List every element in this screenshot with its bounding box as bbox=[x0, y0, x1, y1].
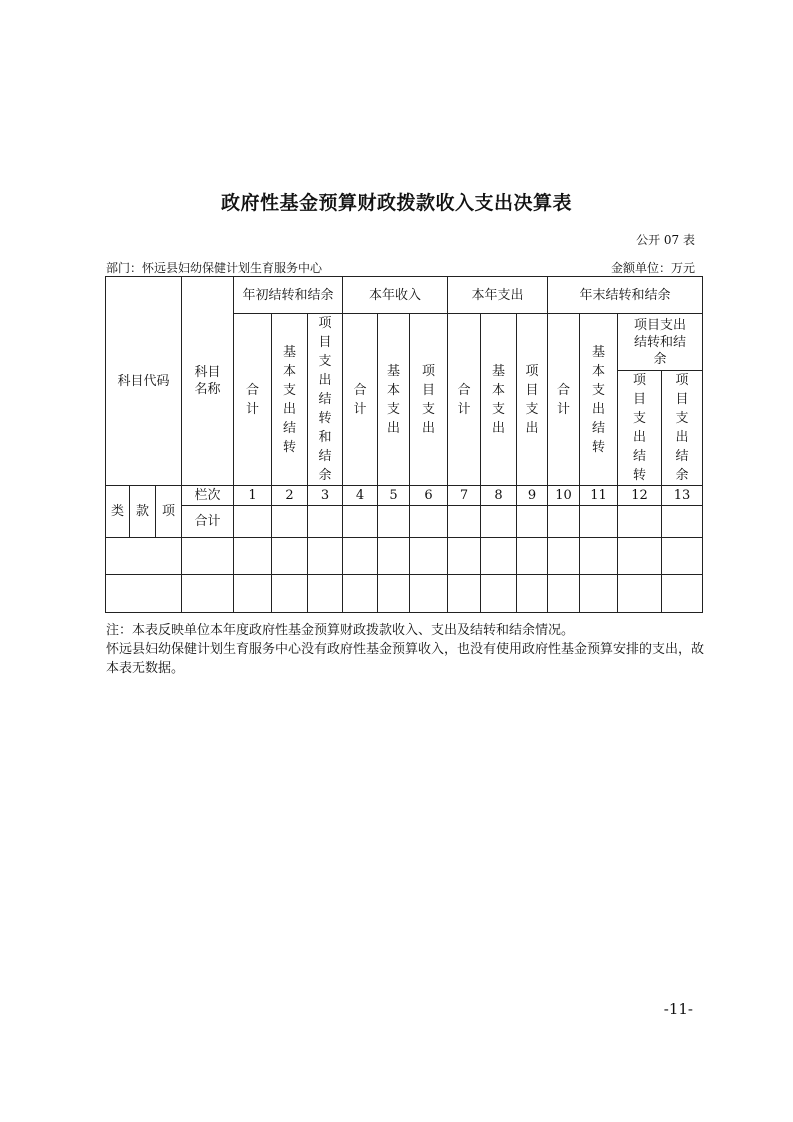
note-line: 注：本表反映单位本年度政府性基金预算财政拨款收入、支出及结转和结余情况。 bbox=[106, 623, 575, 638]
header-closing-project-carryover-balance: 项目支出结转和结余 bbox=[618, 314, 703, 371]
header-kuan: 款 bbox=[130, 486, 156, 538]
column-number: 8 bbox=[481, 486, 517, 506]
header-opening-basic-carryover: 基本支出结转 bbox=[272, 314, 308, 486]
table-cell bbox=[548, 538, 580, 575]
table-cell bbox=[481, 575, 517, 613]
header-income: 本年收入 bbox=[343, 277, 448, 314]
table-cell bbox=[548, 575, 580, 613]
table-cell bbox=[618, 538, 662, 575]
header-closing-project-balance: 项目支出结余 bbox=[662, 371, 703, 486]
table-cell bbox=[410, 538, 448, 575]
column-number: 10 bbox=[548, 486, 580, 506]
header-closing-project-carryover: 项目支出结转 bbox=[618, 371, 662, 486]
table-cell bbox=[308, 506, 343, 538]
form-number: 公开 07 表 bbox=[636, 233, 695, 247]
header-income-basic: 基本支出 bbox=[378, 314, 410, 486]
header-opening-total: 合计 bbox=[234, 314, 272, 486]
column-number: 11 bbox=[580, 486, 618, 506]
table-cell bbox=[580, 506, 618, 538]
table-cell bbox=[343, 538, 378, 575]
header-expense-basic: 基本支出 bbox=[481, 314, 517, 486]
table-cell bbox=[234, 538, 272, 575]
table-cell bbox=[308, 575, 343, 613]
notes bbox=[106, 621, 706, 678]
amount-unit-label: 金额单位：万元 bbox=[610, 261, 695, 275]
header-income-total: 合计 bbox=[343, 314, 378, 486]
table-cell bbox=[182, 538, 234, 575]
column-number: 12 bbox=[618, 486, 662, 506]
table-cell bbox=[343, 506, 378, 538]
budget-table bbox=[105, 276, 703, 613]
table-cell bbox=[618, 575, 662, 613]
header-opening-balance: 年初结转和结余 bbox=[234, 277, 343, 314]
table-cell bbox=[580, 575, 618, 613]
header-subject-name: 科目名称 bbox=[182, 277, 234, 486]
table-cell bbox=[308, 538, 343, 575]
table-cell bbox=[517, 575, 548, 613]
column-number: 4 bbox=[343, 486, 378, 506]
column-number: 5 bbox=[378, 486, 410, 506]
column-number: 6 bbox=[410, 486, 448, 506]
page-number: -11- bbox=[663, 1000, 693, 1018]
table-cell bbox=[343, 575, 378, 613]
table-cell bbox=[378, 575, 410, 613]
page-title: 政府性基金预算财政拨款收入支出决算表 bbox=[220, 192, 572, 214]
note-line: 怀远县妇幼保健计划生育服务中心没有政府性基金预算收入，也没有使用政府性基金预算安排的支出，故本表无数据。 bbox=[106, 642, 705, 676]
table-cell bbox=[481, 506, 517, 538]
header-opening-project-carryover-balance: 项目支出结转和结余 bbox=[308, 314, 343, 486]
header-column-no: 栏次 bbox=[182, 486, 234, 506]
column-number: 9 bbox=[517, 486, 548, 506]
header-subject-code: 科目代码 bbox=[106, 277, 182, 486]
header-expense: 本年支出 bbox=[448, 277, 548, 314]
table-cell bbox=[410, 575, 448, 613]
table-cell bbox=[517, 538, 548, 575]
table-cell bbox=[448, 538, 481, 575]
table-cell bbox=[662, 506, 703, 538]
department-label: 部门：怀远县妇幼保健计划生育服务中心 bbox=[106, 261, 323, 275]
table-cell bbox=[106, 575, 182, 613]
header-expense-project: 项目支出 bbox=[517, 314, 548, 486]
table-cell bbox=[580, 538, 618, 575]
table-cell bbox=[448, 506, 481, 538]
column-number: 7 bbox=[448, 486, 481, 506]
table-cell bbox=[378, 538, 410, 575]
header-expense-total: 合计 bbox=[448, 314, 481, 486]
column-number: 1 bbox=[234, 486, 272, 506]
table-cell bbox=[481, 538, 517, 575]
table-cell bbox=[662, 538, 703, 575]
table-cell bbox=[234, 506, 272, 538]
column-number: 2 bbox=[272, 486, 308, 506]
table-cell bbox=[272, 538, 308, 575]
table-cell bbox=[448, 575, 481, 613]
header-xiang: 项 bbox=[156, 486, 182, 538]
table-cell bbox=[548, 506, 580, 538]
header-closing-balance: 年末结转和结余 bbox=[548, 277, 703, 314]
table-cell bbox=[410, 506, 448, 538]
table-cell bbox=[106, 538, 182, 575]
column-number: 13 bbox=[662, 486, 703, 506]
total-row-label: 合计 bbox=[182, 506, 234, 538]
table-cell bbox=[182, 575, 234, 613]
table-cell bbox=[378, 506, 410, 538]
table-cell bbox=[272, 575, 308, 613]
header-closing-total: 合计 bbox=[548, 314, 580, 486]
table-cell bbox=[517, 506, 548, 538]
header-lei: 类 bbox=[106, 486, 130, 538]
table-cell bbox=[662, 575, 703, 613]
table-cell bbox=[618, 506, 662, 538]
table-cell bbox=[272, 506, 308, 538]
column-number: 3 bbox=[308, 486, 343, 506]
table-cell bbox=[234, 575, 272, 613]
header-closing-basic-carryover: 基本支出结转 bbox=[580, 314, 618, 486]
header-income-project: 项目支出 bbox=[410, 314, 448, 486]
